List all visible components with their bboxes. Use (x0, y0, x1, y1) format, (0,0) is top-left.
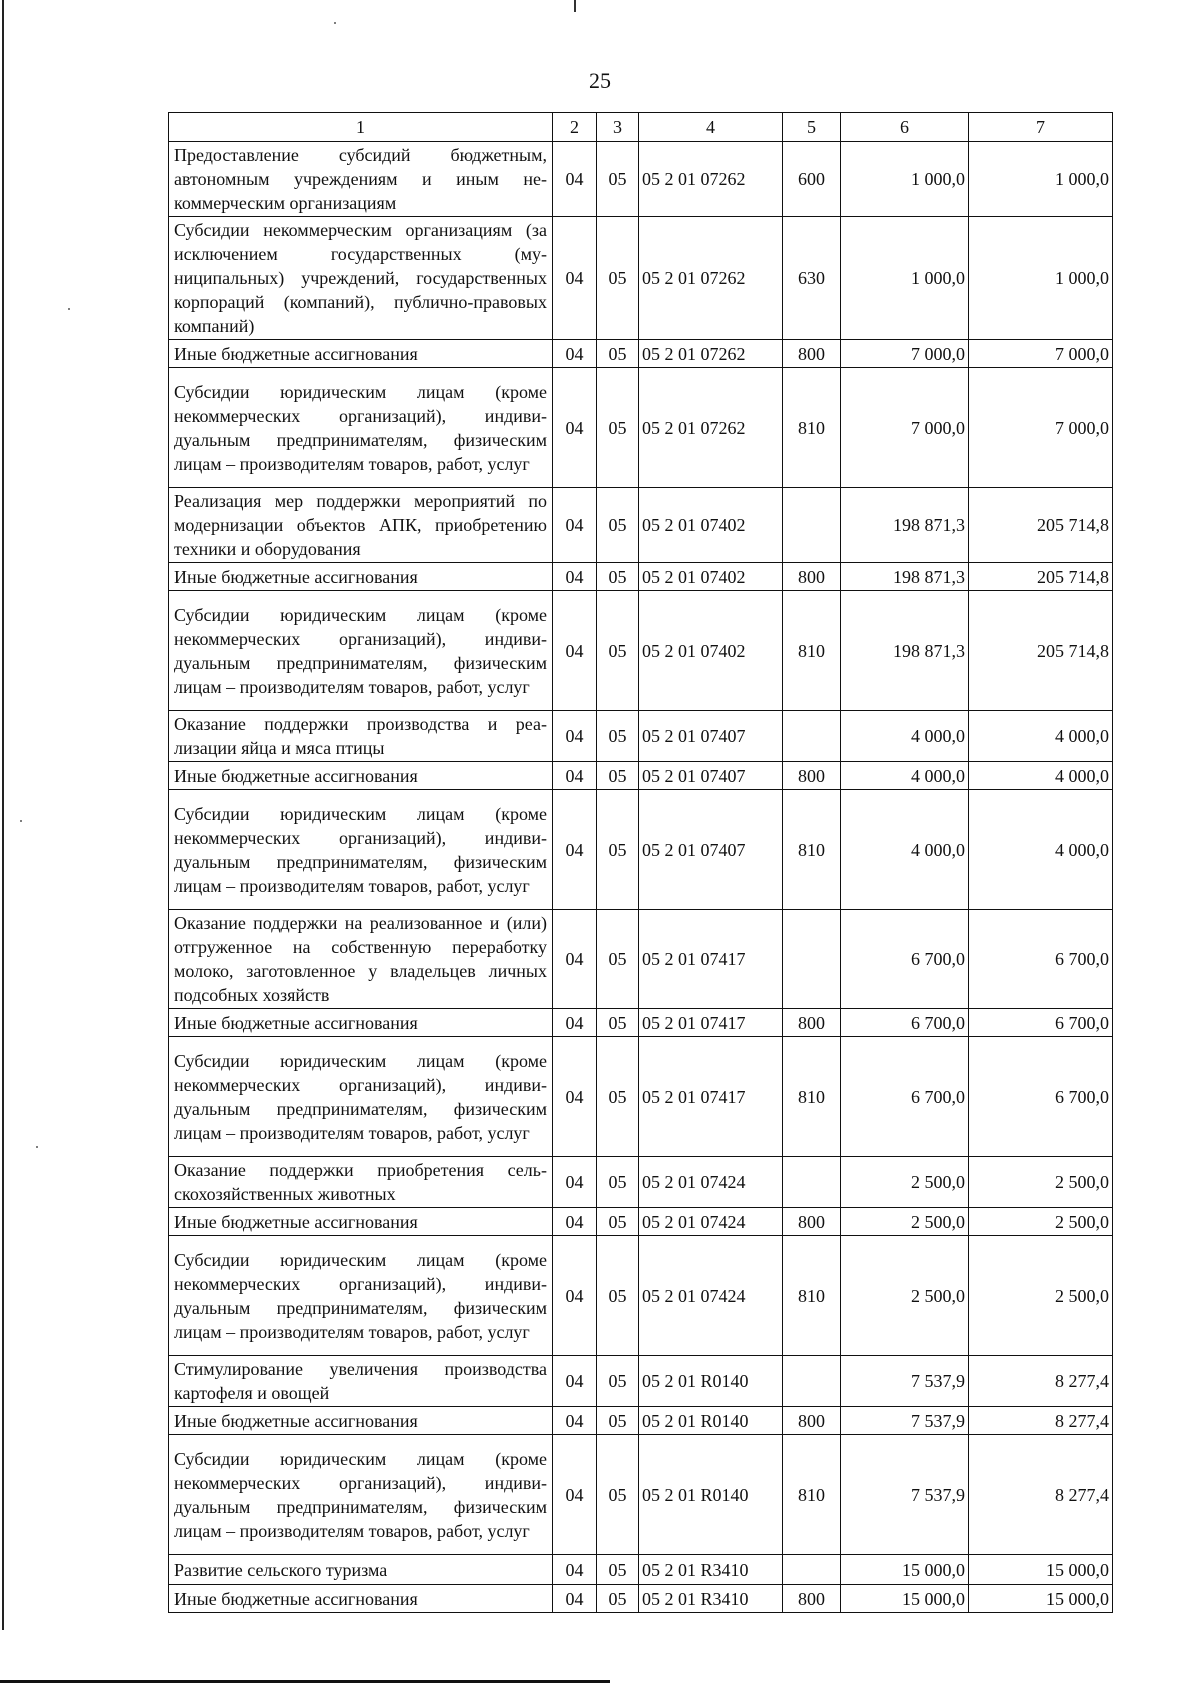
scan-bottom-rule (0, 1680, 610, 1683)
row-expense-type-cell (783, 1356, 841, 1407)
header-col-3: 3 (597, 113, 639, 142)
row-section-cell: 04 (553, 142, 597, 217)
row-amount-year2-cell: 4 000,0 (969, 762, 1113, 790)
row-expense-type-cell (783, 1157, 841, 1208)
row-name-cell: Субсидии юридическим лицам (кроме некоммерческих организаций), индивидуальным предпринимателям, физическим лицам – производителям товаров, работ, услуг (169, 1435, 553, 1555)
table-row (169, 563, 1113, 591)
row-target-article-cell: 05 2 01 R3410 (639, 1585, 783, 1613)
row-section-cell: 04 (553, 1009, 597, 1037)
table-row (169, 1009, 1113, 1037)
header-col-5: 5 (783, 113, 841, 142)
budget-table (168, 112, 1113, 1613)
row-amount-year1-cell: 7 000,0 (841, 340, 969, 368)
table-row (169, 591, 1113, 711)
row-expense-type-cell: 810 (783, 368, 841, 488)
header-col-1: 1 (169, 113, 553, 142)
row-name-cell: Стимулирование увеличения производства картофеля и овощей (169, 1356, 553, 1407)
table-header-row (169, 113, 1113, 142)
row-subsection-cell: 05 (597, 217, 639, 340)
row-subsection-cell: 05 (597, 762, 639, 790)
row-expense-type-cell: 810 (783, 1037, 841, 1157)
table-row (169, 1435, 1113, 1555)
row-section-cell: 04 (553, 910, 597, 1009)
row-target-article-cell: 05 2 01 07417 (639, 910, 783, 1009)
header-col-6: 6 (841, 113, 969, 142)
row-expense-type-cell: 800 (783, 1009, 841, 1037)
row-amount-year1-cell: 2 500,0 (841, 1157, 969, 1208)
table-row (169, 1555, 1113, 1585)
row-target-article-cell: 05 2 01 07407 (639, 790, 783, 910)
row-amount-year2-cell: 8 277,4 (969, 1435, 1113, 1555)
row-section-cell: 04 (553, 217, 597, 340)
row-expense-type-cell: 600 (783, 142, 841, 217)
row-section-cell: 04 (553, 1555, 597, 1585)
table-row (169, 1037, 1113, 1157)
table-row (169, 711, 1113, 762)
row-amount-year2-cell: 15 000,0 (969, 1585, 1113, 1613)
table-row (169, 488, 1113, 563)
row-amount-year2-cell: 8 277,4 (969, 1356, 1113, 1407)
row-name-cell: Иные бюджетные ассигнования (169, 1208, 553, 1236)
row-expense-type-cell (783, 488, 841, 563)
scan-mark (574, 0, 576, 12)
row-amount-year2-cell: 2 500,0 (969, 1236, 1113, 1356)
row-amount-year1-cell: 4 000,0 (841, 711, 969, 762)
row-amount-year2-cell: 205 714,8 (969, 563, 1113, 591)
row-amount-year1-cell: 198 871,3 (841, 488, 969, 563)
row-amount-year1-cell: 7 537,9 (841, 1407, 969, 1435)
row-subsection-cell: 05 (597, 1009, 639, 1037)
row-amount-year2-cell: 1 000,0 (969, 217, 1113, 340)
row-subsection-cell: 05 (597, 142, 639, 217)
row-amount-year1-cell: 15 000,0 (841, 1555, 969, 1585)
row-subsection-cell: 05 (597, 1356, 639, 1407)
table-row (169, 1585, 1113, 1613)
row-section-cell: 04 (553, 488, 597, 563)
row-target-article-cell: 05 2 01 R3410 (639, 1555, 783, 1585)
row-section-cell: 04 (553, 1037, 597, 1157)
row-expense-type-cell: 810 (783, 1236, 841, 1356)
row-target-article-cell: 05 2 01 07424 (639, 1236, 783, 1356)
row-target-article-cell: 05 2 01 07262 (639, 368, 783, 488)
row-target-article-cell: 05 2 01 07262 (639, 142, 783, 217)
row-amount-year2-cell: 6 700,0 (969, 910, 1113, 1009)
row-subsection-cell: 05 (597, 1585, 639, 1613)
table-row (169, 910, 1113, 1009)
table-row (169, 217, 1113, 340)
row-target-article-cell: 05 2 01 07262 (639, 340, 783, 368)
row-target-article-cell: 05 2 01 07402 (639, 563, 783, 591)
row-section-cell: 04 (553, 762, 597, 790)
table-row (169, 1208, 1113, 1236)
row-expense-type-cell: 810 (783, 790, 841, 910)
row-subsection-cell: 05 (597, 1037, 639, 1157)
row-amount-year1-cell: 198 871,3 (841, 591, 969, 711)
row-amount-year1-cell: 6 700,0 (841, 910, 969, 1009)
row-section-cell: 04 (553, 1236, 597, 1356)
row-amount-year1-cell: 4 000,0 (841, 790, 969, 910)
row-amount-year2-cell: 4 000,0 (969, 711, 1113, 762)
row-name-cell: Субсидии юридическим лицам (кроме некоммерческих организаций), индивидуальным предпринимателям, физическим лицам – производителям товаров, работ, услуг (169, 368, 553, 488)
row-amount-year2-cell: 7 000,0 (969, 340, 1113, 368)
row-name-cell: Субсидии юридическим лицам (кроме некоммерческих организаций), индивидуальным предпринимателям, физическим лицам – производителям товаров, работ, услуг (169, 790, 553, 910)
table-row (169, 142, 1113, 217)
row-name-cell: Иные бюджетные ассигнования (169, 563, 553, 591)
row-subsection-cell: 05 (597, 790, 639, 910)
row-amount-year2-cell: 7 000,0 (969, 368, 1113, 488)
row-target-article-cell: 05 2 01 07262 (639, 217, 783, 340)
row-amount-year2-cell: 6 700,0 (969, 1037, 1113, 1157)
row-subsection-cell: 05 (597, 1435, 639, 1555)
row-target-article-cell: 05 2 01 07424 (639, 1208, 783, 1236)
row-name-cell: Реализация мер поддержки мероприятий по модернизации объектов АПК, приобретению техники и оборудования (169, 488, 553, 563)
row-section-cell: 04 (553, 563, 597, 591)
table-row (169, 368, 1113, 488)
row-subsection-cell: 05 (597, 591, 639, 711)
row-amount-year1-cell: 15 000,0 (841, 1585, 969, 1613)
row-subsection-cell: 05 (597, 563, 639, 591)
row-subsection-cell: 05 (597, 1208, 639, 1236)
row-name-cell: Иные бюджетные ассигнования (169, 762, 553, 790)
row-section-cell: 04 (553, 1435, 597, 1555)
row-target-article-cell: 05 2 01 07417 (639, 1037, 783, 1157)
row-expense-type-cell: 800 (783, 563, 841, 591)
row-subsection-cell: 05 (597, 711, 639, 762)
row-subsection-cell: 05 (597, 1236, 639, 1356)
row-section-cell: 04 (553, 711, 597, 762)
row-section-cell: 04 (553, 1157, 597, 1208)
row-target-article-cell: 05 2 01 07417 (639, 1009, 783, 1037)
row-section-cell: 04 (553, 1356, 597, 1407)
row-name-cell: Иные бюджетные ассигнования (169, 340, 553, 368)
row-subsection-cell: 05 (597, 1555, 639, 1585)
row-expense-type-cell (783, 910, 841, 1009)
row-name-cell: Субсидии юридическим лицам (кроме некоммерческих организаций), индивидуальным предпринимателям, физическим лицам – производителям товаров, работ, услуг (169, 591, 553, 711)
row-section-cell: 04 (553, 1208, 597, 1236)
row-expense-type-cell (783, 711, 841, 762)
row-amount-year2-cell: 205 714,8 (969, 591, 1113, 711)
row-subsection-cell: 05 (597, 910, 639, 1009)
row-expense-type-cell: 630 (783, 217, 841, 340)
row-subsection-cell: 05 (597, 488, 639, 563)
table-row (169, 762, 1113, 790)
row-target-article-cell: 05 2 01 07402 (639, 591, 783, 711)
row-section-cell: 04 (553, 368, 597, 488)
row-expense-type-cell: 800 (783, 340, 841, 368)
row-name-cell: Субсидии юридическим лицам (кроме некоммерческих организаций), индивидуальным предпринимателям, физическим лицам – производителям товаров, работ, услуг (169, 1236, 553, 1356)
row-amount-year1-cell: 6 700,0 (841, 1009, 969, 1037)
row-amount-year1-cell: 1 000,0 (841, 217, 969, 340)
row-amount-year2-cell: 15 000,0 (969, 1555, 1113, 1585)
table-row (169, 1236, 1113, 1356)
row-amount-year1-cell: 7 537,9 (841, 1356, 969, 1407)
row-expense-type-cell: 800 (783, 1407, 841, 1435)
row-section-cell: 04 (553, 591, 597, 711)
row-subsection-cell: 05 (597, 1157, 639, 1208)
header-col-2: 2 (553, 113, 597, 142)
page-number: 25 (589, 68, 611, 93)
scan-speck (20, 820, 22, 822)
row-amount-year1-cell: 7 537,9 (841, 1435, 969, 1555)
row-amount-year1-cell: 6 700,0 (841, 1037, 969, 1157)
row-amount-year2-cell: 2 500,0 (969, 1208, 1113, 1236)
row-section-cell: 04 (553, 340, 597, 368)
row-amount-year2-cell: 8 277,4 (969, 1407, 1113, 1435)
row-target-article-cell: 05 2 01 07424 (639, 1157, 783, 1208)
row-name-cell: Иные бюджетные ассигнования (169, 1009, 553, 1037)
budget-table-body (169, 113, 1113, 1613)
row-target-article-cell: 05 2 01 R0140 (639, 1356, 783, 1407)
row-name-cell: Оказание поддержки приобретения сельскохозяйственных животных (169, 1157, 553, 1208)
table-row (169, 1157, 1113, 1208)
row-expense-type-cell: 800 (783, 762, 841, 790)
row-name-cell: Субсидии юридическим лицам (кроме некоммерческих организаций), индивидуальным предпринимателям, физическим лицам – производителям товаров, работ, услуг (169, 1037, 553, 1157)
scan-speck (334, 22, 336, 24)
row-name-cell: Развитие сельского туризма (169, 1555, 553, 1585)
row-subsection-cell: 05 (597, 1407, 639, 1435)
row-amount-year2-cell: 1 000,0 (969, 142, 1113, 217)
row-target-article-cell: 05 2 01 R0140 (639, 1435, 783, 1555)
row-amount-year1-cell: 198 871,3 (841, 563, 969, 591)
row-name-cell: Иные бюджетные ассигнования (169, 1407, 553, 1435)
row-amount-year2-cell: 2 500,0 (969, 1157, 1113, 1208)
row-name-cell: Оказание поддержки производства и реализации яйца и мяса птицы (169, 711, 553, 762)
row-target-article-cell: 05 2 01 07407 (639, 711, 783, 762)
row-expense-type-cell: 810 (783, 591, 841, 711)
row-amount-year1-cell: 1 000,0 (841, 142, 969, 217)
row-target-article-cell: 05 2 01 07407 (639, 762, 783, 790)
row-target-article-cell: 05 2 01 R0140 (639, 1407, 783, 1435)
scan-speck (68, 308, 70, 310)
row-section-cell: 04 (553, 790, 597, 910)
row-amount-year1-cell: 4 000,0 (841, 762, 969, 790)
row-name-cell: Предоставление субсидий бюджетным, автономным учреждениям и иным некоммерческим организациям (169, 142, 553, 217)
table-row (169, 1356, 1113, 1407)
header-col-4: 4 (639, 113, 783, 142)
table-row (169, 1407, 1113, 1435)
row-expense-type-cell: 800 (783, 1585, 841, 1613)
table-row (169, 340, 1113, 368)
row-amount-year1-cell: 2 500,0 (841, 1208, 969, 1236)
table-row (169, 790, 1113, 910)
row-amount-year1-cell: 2 500,0 (841, 1236, 969, 1356)
row-expense-type-cell: 800 (783, 1208, 841, 1236)
row-expense-type-cell: 810 (783, 1435, 841, 1555)
row-expense-type-cell (783, 1555, 841, 1585)
row-amount-year1-cell: 7 000,0 (841, 368, 969, 488)
row-name-cell: Субсидии некоммерческим организациям (за исключением государственных (муниципальных) учреждений, государственных корпораций (компаний), публично-правовых компаний) (169, 217, 553, 340)
row-subsection-cell: 05 (597, 340, 639, 368)
row-name-cell: Оказание поддержки на реализованное и (или) отгруженное на собственную переработку молоко, заготовленное у владельцев личных подсобных хозяйств (169, 910, 553, 1009)
header-col-7: 7 (969, 113, 1113, 142)
row-amount-year2-cell: 6 700,0 (969, 1009, 1113, 1037)
row-name-cell: Иные бюджетные ассигнования (169, 1585, 553, 1613)
row-section-cell: 04 (553, 1585, 597, 1613)
row-target-article-cell: 05 2 01 07402 (639, 488, 783, 563)
row-section-cell: 04 (553, 1407, 597, 1435)
row-amount-year2-cell: 205 714,8 (969, 488, 1113, 563)
scan-left-edge (2, 0, 4, 1630)
row-amount-year2-cell: 4 000,0 (969, 790, 1113, 910)
row-subsection-cell: 05 (597, 368, 639, 488)
scan-speck (36, 1146, 38, 1148)
